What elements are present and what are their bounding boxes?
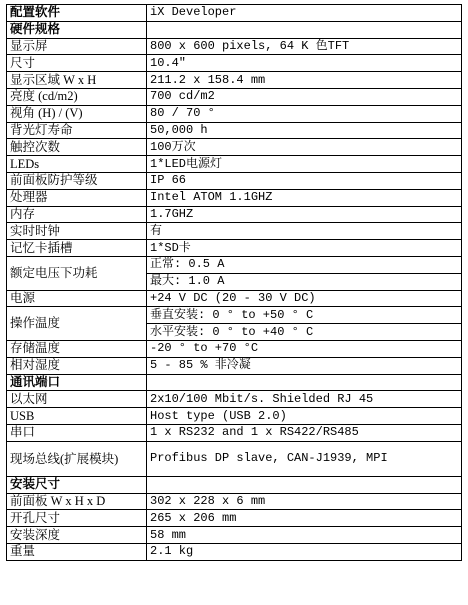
spec-label: 相对湿度 <box>7 357 147 374</box>
spec-value: Intel ATOM 1.1GHZ <box>147 189 462 206</box>
table-row <box>7 290 462 307</box>
spec-value: 58 mm <box>147 527 462 544</box>
spec-label: 显示屏 <box>7 38 147 55</box>
section-header-comm: 通讯端口 <box>7 374 147 391</box>
spec-value: 1*SD卡 <box>147 240 462 257</box>
section-row <box>7 476 462 493</box>
spec-value: 265 x 206 mm <box>147 510 462 527</box>
spec-label: 前面板防护等级 <box>7 172 147 189</box>
supply-value: +24 V DC (20 - 30 V DC) <box>147 290 462 307</box>
table-row <box>7 105 462 122</box>
spec-value: 有 <box>147 223 462 240</box>
spec-value: Host type (USB 2.0) <box>147 408 462 425</box>
spec-label: 串口 <box>7 424 147 441</box>
spec-label: USB <box>7 408 147 425</box>
table-row <box>7 5 462 22</box>
table-row <box>7 408 462 425</box>
spec-label: 亮度 (cd/m2) <box>7 88 147 105</box>
fieldbus-value: Profibus DP slave, CAN-J1939, MPI <box>147 441 462 476</box>
spec-value: -20 ° to +70 °C <box>147 340 462 357</box>
table-row <box>7 189 462 206</box>
op-temp-label: 操作温度 <box>7 307 147 341</box>
table-row <box>7 493 462 510</box>
spec-value: 80 / 70 ° <box>147 105 462 122</box>
spec-value: 100万次 <box>147 139 462 156</box>
spec-label: 触控次数 <box>7 139 147 156</box>
table-row <box>7 340 462 357</box>
power-normal-value: 正常: 0.5 A <box>147 256 462 273</box>
section-row <box>7 374 462 391</box>
supply-label: 电源 <box>7 290 147 307</box>
table-row <box>7 256 462 273</box>
spec-label: 前面板 W x H x D <box>7 493 147 510</box>
section-header-hardware: 硬件规格 <box>7 21 147 38</box>
power-label: 额定电压下功耗 <box>7 256 147 290</box>
table-row <box>7 38 462 55</box>
table-row <box>7 55 462 72</box>
spec-value: 2.1 kg <box>147 543 462 560</box>
op-temp-vertical-value: 垂直安装: 0 ° to +50 ° C <box>147 307 462 324</box>
spec-value: 211.2 x 158.4 mm <box>147 72 462 89</box>
spec-label: 存储温度 <box>7 340 147 357</box>
spec-value: 1*LED电源灯 <box>147 156 462 173</box>
table-row <box>7 307 462 324</box>
table-row <box>7 357 462 374</box>
table-row <box>7 543 462 560</box>
power-max-value: 最大: 1.0 A <box>147 273 462 290</box>
table-row <box>7 527 462 544</box>
spec-value: 50,000 h <box>147 122 462 139</box>
spec-value: 1.7GHZ <box>147 206 462 223</box>
section-row <box>7 21 462 38</box>
config-software-label: 配置软件 <box>7 5 147 22</box>
table-row <box>7 88 462 105</box>
spec-value: 10.4″ <box>147 55 462 72</box>
spec-value: 302 x 228 x 6 mm <box>147 493 462 510</box>
table-row <box>7 122 462 139</box>
spec-label: 记忆卡插槽 <box>7 240 147 257</box>
spec-label: 背光灯寿命 <box>7 122 147 139</box>
table-row <box>7 139 462 156</box>
spec-label: 内存 <box>7 206 147 223</box>
spec-table <box>6 4 462 561</box>
empty-cell <box>147 374 462 391</box>
table-row <box>7 391 462 408</box>
table-row <box>7 240 462 257</box>
spec-value: 800 x 600 pixels, 64 K 色TFT <box>147 38 462 55</box>
fieldbus-label: 现场总线(扩展模块) <box>7 441 147 476</box>
spec-value: 1 x RS232 and 1 x RS422/RS485 <box>147 424 462 441</box>
table-row <box>7 72 462 89</box>
spec-label: LEDs <box>7 156 147 173</box>
spec-label: 处理器 <box>7 189 147 206</box>
table-row <box>7 510 462 527</box>
table-row <box>7 441 462 476</box>
table-row <box>7 172 462 189</box>
spec-label: 开孔尺寸 <box>7 510 147 527</box>
section-header-install: 安装尺寸 <box>7 476 147 493</box>
table-row <box>7 206 462 223</box>
spec-value: 700 cd/m2 <box>147 88 462 105</box>
spec-label: 安装深度 <box>7 527 147 544</box>
config-software-value: iX Developer <box>147 5 462 22</box>
spec-value: IP 66 <box>147 172 462 189</box>
spec-label: 以太网 <box>7 391 147 408</box>
spec-value: 5 - 85 % 非冷凝 <box>147 357 462 374</box>
empty-cell <box>147 21 462 38</box>
spec-label: 视角 (H) / (V) <box>7 105 147 122</box>
spec-label: 实时时钟 <box>7 223 147 240</box>
spec-label: 尺寸 <box>7 55 147 72</box>
spec-value: 2x10/100 Mbit/s. Shielded RJ 45 <box>147 391 462 408</box>
spec-label: 显示区域 W x H <box>7 72 147 89</box>
op-temp-horizontal-value: 水平安装: 0 ° to +40 ° C <box>147 324 462 341</box>
empty-cell <box>147 476 462 493</box>
spec-label: 重量 <box>7 543 147 560</box>
table-row <box>7 156 462 173</box>
table-row <box>7 424 462 441</box>
table-row <box>7 223 462 240</box>
